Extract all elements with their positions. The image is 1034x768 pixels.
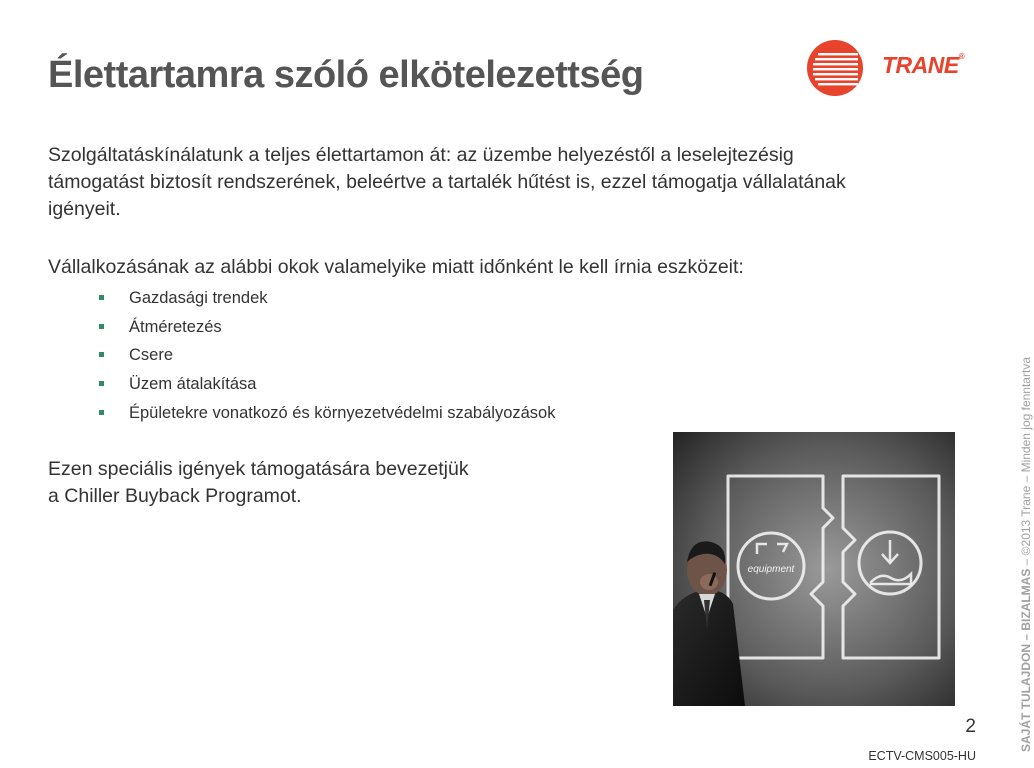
bullet-square-icon xyxy=(99,381,104,386)
document-code: ECTV-CMS005-HU xyxy=(868,749,976,763)
confidentiality-notice: SAJÁT TULAJDON – BIZALMAS – ©2013 Trane – Minden jog fenntartva xyxy=(1019,357,1033,752)
equipment-label: equipment xyxy=(747,564,795,575)
businessman-diagram-photo xyxy=(673,432,955,706)
page-number: 2 xyxy=(965,716,976,737)
closing-line-1: Ezen speciális igények támogatására bevezetjük xyxy=(48,458,469,480)
list-item: Épületekre vonatkozó és környezetvédelmi szabályozások xyxy=(98,399,555,428)
slide-title: Élettartamra szóló elkötelezettség xyxy=(48,54,644,96)
reasons-heading: Vállalkozásának az alábbi okok valamelyike miatt időnként le kell írnia eszközeit: xyxy=(48,256,744,278)
trane-logo-text: TRANE® xyxy=(882,52,965,78)
reasons-list xyxy=(98,284,555,428)
list-item: Csere xyxy=(98,341,555,370)
bullet-square-icon xyxy=(99,324,104,329)
trane-circle-logo-icon xyxy=(806,38,868,98)
list-item: Gazdasági trendek xyxy=(98,284,555,313)
list-item: Átméretezés xyxy=(98,313,555,342)
bullet-square-icon xyxy=(99,295,104,300)
trane-logo xyxy=(806,38,982,98)
intro-paragraph: Szolgáltatáskínálatunk a teljes élettartamon át: az üzembe helyezéstől a leselejtezésig támogatást biztosít rendszerének, beleértve a tartalék hűtést is, ezzel támogatja vállalatának igényeit. xyxy=(48,144,846,220)
bullet-square-icon xyxy=(99,410,104,415)
bullet-square-icon xyxy=(99,352,104,357)
closing-line-2: a Chiller Buyback Programot. xyxy=(48,485,302,507)
list-item: Üzem átalakítása xyxy=(98,370,555,399)
